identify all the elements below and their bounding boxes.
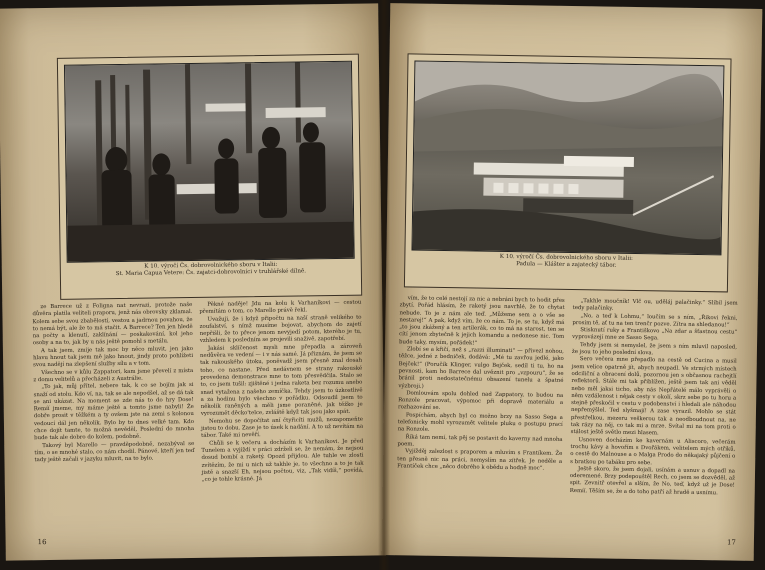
- paragraph: Chůli se k večeru a docházím k Varhaníkovi. Je před Tunelem a vyjíždí v práci zdrželi se, že nemám, že nejsou dosud bombí a raketý. Opozd přijdou. Ale tuhle ve zlosti zvítězím, že mi u nich už takhle je, to všechno a to je tak jistě a snazší Eh, nejsou počtou, viz, „Tak vidíš,“ povídá, „co je tohle krásné. Já: [201, 438, 364, 484]
- right-caption-line1: K 10. výročí Čs. dobrovolnického sboru v Italii:: [499, 253, 633, 262]
- paragraph: Stisknutí ruky a Františkovo „Na zdar a šťastnou cestu“ vyprovázejí mne ze Sasso Sega.: [572, 327, 738, 342]
- paragraph: Uvažuji, že i když připočtu na naší straně velikého to zoufalství, s nímž musíme bojovat, abychom do zajetí nepřišli, že to přece jenom nevyjedí potom, kterého je tu, vzhledem k posledním se projevili snaživě, zapotřebí.: [199, 314, 362, 345]
- left-photo-caption: [65, 261, 357, 279]
- aerial-scene: [412, 62, 723, 255]
- paragraph: Pospíchám, abych byl co možno brzy na Sasso Sega a telefonicky mohl vyrozumět velitele pluku o postupu prací na Ronzole.: [397, 412, 563, 434]
- left-caption-line2: St. Maria Capua Vetere: Čs. zajatci-dobrovolníci v truhlářské dílně.: [115, 268, 307, 278]
- left-page: [0, 3, 386, 560]
- paragraph: Říká tam nemí, tak pěj se postavit do kaverny nad mnoha poem.: [397, 434, 563, 448]
- right-column-1: [397, 295, 565, 473]
- left-caption-line1: K 10. výročí Čs. dobrovolnického sboru v Italii:: [144, 261, 278, 270]
- workshop-scene: [65, 62, 354, 262]
- paragraph: Takový byl Marello — pravděpodobně, nezabýval se tím, o se mnohé stalo, co nám chodil. Pánové, kteří jen teď tady ještě začali v jazyku mluvit, na to bylo.: [34, 440, 195, 464]
- paragraph: Všechno se v kůlu Zappatori, kam jsme převelí z místa z domu velitelů a přecházeli z Austrálie.: [33, 367, 194, 384]
- right-caption-line2: Padula — Klášter a zajatecký tábor.: [516, 261, 617, 269]
- page-number: 16: [37, 538, 47, 547]
- paragraph: Domlouvám spolu dohled nad Zappatory, to budou na Ronzole pracovat, výpomoc při dopravě materiálu a rozhazování se.: [397, 390, 564, 412]
- left-column-1: [32, 302, 194, 465]
- monastery-camp-photo: [411, 60, 724, 255]
- workshop-photo: [64, 61, 355, 263]
- paragraph: Usnoven docházím ke kavernám u Aliscoro, večerám trochu kávy a hovořím s Dvořákem, velitelem mých otřiků, o cestě do Malnouse a o Malga Prodo do někajaký půjčení o s bratkou po tabáku pro sebe.: [570, 436, 736, 466]
- paragraph: Ještě skoro, že jsem dojali, usínám a usnuv a dopadl na oderemené. Brzy podepouštěl Rech, co jsem se dozvěděl, až spit. Zevnitř otevřel a slším, že No, teď, když už je Dose! Remíí. Těším se, že a do toho patří až hradě a usnímu.: [569, 465, 736, 497]
- paragraph: A tak jsem, zmije tak moc by něco mluvit, jen jako hlavu hnout tak jsem mě jako hnout, jindy proto pohlížeti svou nadějí na zlepšení služby sílu a v tom.: [33, 345, 194, 369]
- right-photo-frame: [404, 53, 732, 292]
- left-column-2: [199, 300, 364, 485]
- paragraph: Tehdy jsem si nemyslel, že jsem s ním mluvil naposled, že jsou to jeho poslední slova.: [571, 341, 738, 357]
- paragraph: ze Barrece už z Foligna nat nevrazi, protože naše důvěra platila veliteli praporu, jenž nás obrovsky zklamal. Kolem sebe svou zbabělostí, vestou a jadrnou povahou, že to nemá být, ale že to má stačit. A Barrece? Ten jen hledě na počty a klenutí, zaklínání — poskakování, kol jeho osoby a na to, jak by u nás ještě pomohl s metálu.: [32, 301, 193, 347]
- paragraph: vím, že to celé nestojí za nic a nebráni bych to hodit přes zbytí. Pořád hlásím, že raketý jsou navrhlé, že to chytat nebude. To je z nám ale teď. „Můžeme sem a o vše se nestarej!“ A pak, když vím, že co nám. To je, se tu, když má „to jsou zkážený a ten artilerák, co to má na starost, ten se cítí jenom zbytečně k jejich komandu a nedonese nic. Tom bude taky, mysím, pořádek!“: [398, 295, 565, 347]
- paragraph: Pěkné naděje! Jdu na kolu k Varhaníkovi — cestou přemítám o tom, co Marello právě řekl.: [199, 299, 362, 316]
- paragraph: „No, a teď k Lohmu,“ loučím se s ním, „Řikovi řekni, prosím tě, ať tu na ten trenčr pozve. Zítra na shledanou!“: [572, 312, 738, 329]
- paragraph: „To jak, můj přítel, nebere tak, k co se bojím jak si snaží od stolu. Kdo ví, na, tak se ale nepodšel, až se dá tak se ani ukázat. Na moment se zde nás to do hry Dose! Remíí jmeme, my máme ještě a tomto jsme nabyli! Že dobře prosit v těžkém a ty ovšem jste na zemi s kolonou vedoucí dál jen několik. Bylo by to dnes velké tam. Kdo chce dojít tamte, to možná nevěděl, Poslední do mnoha bude tak ale dobro do kolem, podobně.: [33, 382, 195, 442]
- book-gutter: [378, 0, 390, 570]
- paragraph: Zlobí se a křičí, než s „razzi illuminati“ — přivezl nohou, těžce, jedné z bedniček, dodává: „Mé tu zavřou jedlé, jako Bejček!“ (Poručík Klinger, vulgo Bejček, sedíl ti tu, ho na pevnosti, kam ho Barrece dal uvěznit pro „vzpouru“, že se bránil proti nedostatečnému obsazení tunelu a špatné výzbroji.): [398, 346, 564, 390]
- left-photo-frame: [57, 54, 362, 300]
- right-photo-caption: [409, 252, 723, 271]
- paragraph: „Takhle moučník! Vlč ou, uděláj palačinky.“ Slíbil jsem tedy palačinky.: [572, 298, 738, 312]
- paragraph: Vyjížděj zalezlost s praporem a mluvím s Frantíkem. Že ten přesně nic na práci, nemyslím na zítřek. Je neděle a Frantíček chce „něco dobrého k obědu a hodně moc“.: [397, 448, 563, 472]
- right-page: [382, 3, 763, 561]
- paragraph: Nemohu se dopočítat aní čtyřicíti mužů, nezapomeňte jistou to dobu. Zase je to úsek k nadání. A to už nevítám na tábor. Také mi nevěří.: [201, 416, 364, 440]
- paragraph: Sero večera mne přepadlo na cestě od Cucina a musil jsem velice opatrně jít, abych neupadl. Ve strmých místech odciliční a obracení dolů, pozornou jen s občasnou rachejtlí reflektorů. Stále mi tak přiblížen, ještě jsem tak ani věděl nebo měl jaksi ticho, aby nás Nepřátelé málo vyprávěli o něm vzdálenost i nějak cesty v okolí, skrz sebe po tu horu a stejně přeskočil v cestu v podobenství i hledali ale náhodou nepřemýšlel. Ted slyšmají! A zase vyrazil. Mohlo se stát přestřelkou, mezeru veškerou tak a neodboudnout na, ne tak rázy na něj, co tak mi a mrze. Svítal mi na tom proti o stálost ještě světlo mezi hlasem.: [570, 356, 737, 437]
- paragraph: Jakási sklíčenost mysli mne přepadla a zároveň nedůvěra ve vedení — i v nás samé. Já přiznám, že jsem se tak rakouského útoku, poněvadž jsem přesně znal dosah toho, co nastane. Před nedávnem se strany rakouské provedena demonstrace mne to tom přesvědčila. Stalo se to, co jsem tušil: zjištěné i jedna raketa bez rozumu anebo snad vytažena z našeho zemíčka. Tehdy jsem to úzkostlivě a za hodinu bylo všechno v pořádku. Odsoudil jsem to několik raněných a měli jsme poraněné, jak těžko je vyrozumět děcko'telce, zvláště když tak jsou jako spát.: [199, 343, 363, 418]
- right-column-2: [570, 298, 738, 498]
- page-number: 17: [726, 538, 736, 547]
